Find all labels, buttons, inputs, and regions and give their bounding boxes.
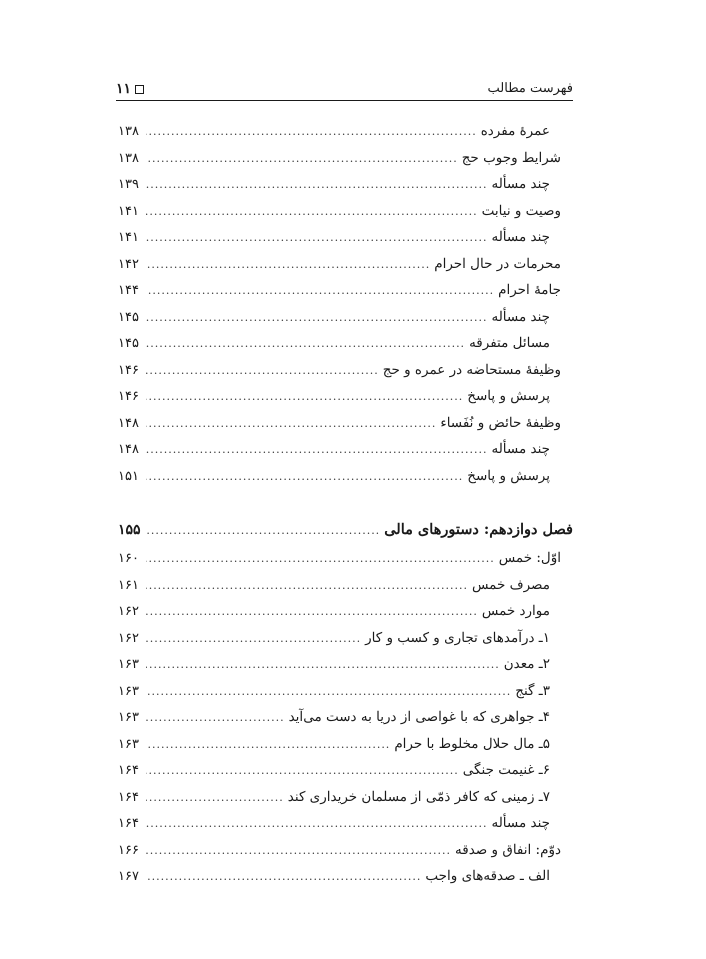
toc-entry[interactable] (118, 436, 573, 463)
table-of-contents (118, 118, 573, 890)
dot-leader (146, 146, 458, 173)
toc-entry[interactable] (118, 757, 573, 784)
dot-leader (146, 652, 500, 679)
entry-page-number: ۱۴۶ (118, 389, 139, 404)
entry-page-number: ۱۴۶ (118, 362, 139, 378)
dot-leader (146, 785, 284, 812)
entry-title: موارد خمس (481, 603, 550, 619)
dot-leader (146, 758, 459, 785)
dot-leader (146, 225, 487, 252)
entry-title: محرمات در حال احرام (434, 255, 561, 272)
entry-title: مسائل متفرقه (469, 335, 550, 351)
entry-title: شرایط وجوب حج (461, 149, 561, 166)
entry-page-number: ۱۵۱ (118, 468, 139, 484)
toc-entry[interactable] (118, 731, 573, 758)
entry-title: ۴ـ جواهری که با غواصی از دریا به دست می‌آید (288, 709, 550, 725)
chapter-title: فصل دوازدهم: دستورهای مالی (384, 521, 573, 538)
page-header (116, 78, 573, 98)
entry-title: عمرۀ مفرده (480, 123, 550, 139)
dot-leader (146, 679, 511, 706)
dot-leader (146, 599, 478, 626)
entry-title: ۳ـ گنج (515, 682, 550, 699)
entry-title: چند مسأله (491, 176, 550, 192)
dot-leader (146, 437, 487, 464)
toc-entry[interactable] (118, 145, 573, 172)
chapter-page-number: ۱۵۵ (118, 522, 141, 538)
toc-entry[interactable] (118, 678, 573, 705)
dot-leader (146, 732, 390, 759)
entry-page-number: ۱۴۵ (118, 309, 139, 325)
toc-entry[interactable] (118, 277, 573, 304)
entry-title: مصرف خمس (471, 576, 550, 593)
entry-page-number: ۱۴۲ (118, 256, 139, 272)
entry-title: الف ـ صدقه‌های واجب (425, 868, 550, 884)
dot-leader (146, 516, 380, 546)
toc-entry[interactable] (118, 572, 573, 599)
toc-entry[interactable] (118, 545, 573, 572)
entry-title: چند مسأله (491, 308, 550, 325)
toc-group-hajj (118, 118, 573, 489)
entry-title: دوّم: انفاق و صدقه (455, 841, 561, 858)
entry-title: چند مسأله (491, 229, 550, 245)
toc-entry[interactable] (118, 171, 573, 198)
toc-entry[interactable] (118, 837, 573, 864)
dot-leader (146, 411, 436, 438)
toc-entry[interactable] (118, 463, 573, 490)
entry-title: وظیفۀ حائض و نُفَساء (440, 414, 561, 431)
toc-entry[interactable] (118, 330, 573, 357)
toc-entry[interactable] (118, 224, 573, 251)
entry-page-number: ۱۶۳ (118, 683, 139, 699)
running-title: فهرست مطالب (487, 81, 573, 96)
toc-entry[interactable] (118, 625, 573, 652)
entry-page-number: ۱۶۱ (118, 577, 139, 593)
entry-page-number: ۱۴۸ (118, 442, 139, 457)
toc-entry[interactable] (118, 251, 573, 278)
entry-page-number: ۱۳۸ (118, 150, 139, 166)
entry-title: ۶ـ غنیمت جنگی (462, 762, 550, 778)
dot-leader (146, 331, 465, 358)
header-page-number (116, 80, 144, 98)
dot-leader (146, 199, 478, 226)
dot-leader (146, 626, 361, 653)
entry-title: وظیفۀ مستحاضه در عمره و حج (382, 361, 561, 378)
dot-leader (146, 705, 285, 732)
entry-page-number: ۱۶۰ (118, 551, 139, 566)
toc-entry[interactable] (118, 410, 573, 437)
dot-leader (146, 305, 487, 332)
entry-page-number: ۱۴۴ (118, 283, 139, 298)
entry-page-number: ۱۶۳ (118, 657, 139, 672)
toc-entry[interactable] (118, 383, 573, 410)
toc-entry[interactable] (118, 598, 573, 625)
entry-page-number: ۱۴۱ (118, 203, 139, 219)
entry-title: ۱ـ درآمدهای تجاری و کسب و کار (365, 629, 550, 646)
entry-page-number: ۱۶۷ (118, 869, 139, 884)
dot-leader (146, 546, 495, 573)
dot-leader (146, 358, 379, 385)
toc-entry[interactable] (118, 118, 573, 145)
entry-page-number: ۱۶۶ (118, 842, 139, 858)
dot-leader (146, 384, 463, 411)
entry-page-number: ۱۴۸ (118, 415, 139, 431)
entry-page-number: ۱۴۵ (118, 336, 139, 351)
toc-entry[interactable] (118, 198, 573, 225)
dot-leader (146, 278, 494, 305)
dot-leader (146, 838, 451, 865)
toc-entry[interactable] (118, 651, 573, 678)
dot-leader (146, 172, 487, 199)
entry-title: چند مسأله (491, 441, 550, 457)
entry-page-number: ۱۴۱ (118, 230, 139, 245)
entry-title: ۵ـ مال حلال مخلوط با حرام (394, 735, 550, 752)
entry-page-number: ۱۶۳ (118, 710, 139, 725)
entry-page-number: ۱۶۴ (118, 789, 139, 805)
toc-entry[interactable] (118, 784, 573, 811)
entry-page-number: ۱۶۳ (118, 736, 139, 752)
entry-title: جامۀ احرام (498, 282, 561, 298)
page-number: ۱۱ (116, 81, 132, 97)
dot-leader (146, 119, 477, 146)
entry-page-number: ۱۶۴ (118, 816, 139, 831)
toc-entry[interactable] (118, 863, 573, 890)
entry-page-number: ۱۶۲ (118, 630, 139, 646)
entry-title: پرسش و پاسخ (467, 467, 550, 484)
header-rule (116, 100, 573, 101)
toc-entry[interactable] (118, 357, 573, 384)
entry-page-number: ۱۳۸ (118, 124, 139, 139)
dot-leader (146, 573, 468, 600)
entry-title: ۷ـ زمینی که کافر ذمّی از مسلمان خریداری کند (287, 788, 550, 805)
toc-entry[interactable] (118, 704, 573, 731)
toc-entry[interactable] (118, 304, 573, 331)
entry-title: اوّل: خمس (498, 550, 561, 566)
entry-title: چند مسأله (491, 815, 550, 831)
dot-leader (146, 252, 430, 279)
entry-title: وصیت و نیابت (481, 202, 561, 219)
square-ornament-icon (135, 85, 144, 94)
toc-group-financial (118, 545, 573, 890)
dot-leader (146, 811, 487, 838)
dot-leader (146, 864, 421, 891)
entry-title: ۲ـ معدن (503, 656, 550, 672)
entry-page-number: ۱۳۹ (118, 177, 139, 192)
dot-leader (146, 464, 463, 491)
toc-entry[interactable] (118, 810, 573, 837)
entry-page-number: ۱۶۴ (118, 763, 139, 778)
entry-title: پرسش و پاسخ (467, 388, 550, 404)
entry-page-number: ۱۶۲ (118, 604, 139, 619)
chapter-heading[interactable] (118, 515, 573, 545)
